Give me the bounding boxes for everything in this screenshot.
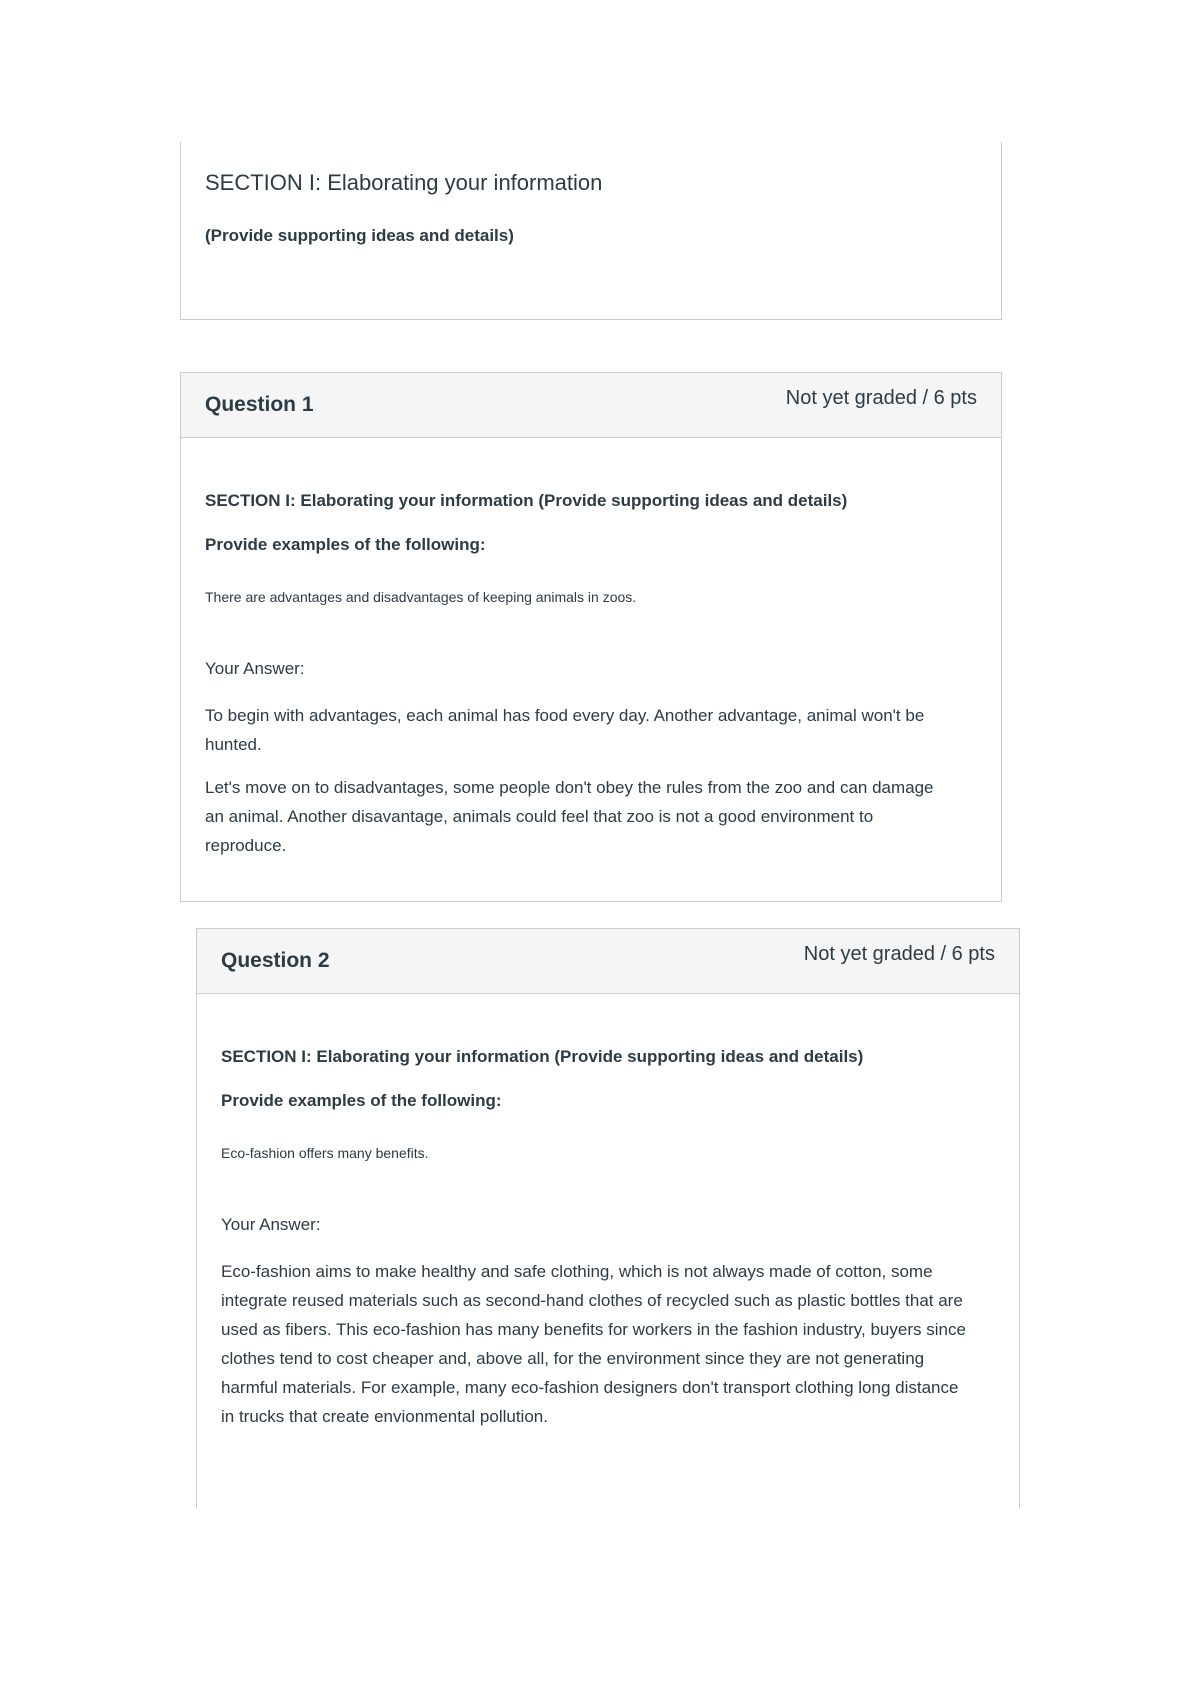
question-instruction: Provide examples of the following: [221,1091,502,1110]
section-header-card [180,142,1002,320]
question-card-1 [180,372,1002,902]
answer-paragraph: Eco-fashion aims to make healthy and safe clothing, which is not always made of cotton, some integrate reused materials such as second-hand clothes of recycled such as plastic bottles that are used as fibers. This eco-fashion has many benefits for workers in the fashion industry, buyers since clothes tend to cost cheaper and, above all, for the environment since they are not generating harmful materials. For example, many eco-fashion designers don't transport clothing long distance in trucks that create envionmental pollution. [221,1262,966,1426]
answer-label: Your Answer: [205,659,305,678]
question-section-line: SECTION I: Elaborating your information (Provide supporting ideas and details) [221,1047,864,1066]
question-card-2 [196,928,1020,1508]
question-prompt: Eco-fashion offers many benefits. [221,1145,429,1161]
question-points: Not yet graded / 6 pts [803,943,995,965]
section-subtitle: (Provide supporting ideas and details) [205,226,514,245]
question-header [181,373,1001,438]
question-points: Not yet graded / 6 pts [785,387,977,409]
answer-text [221,1257,975,1445]
answer-label: Your Answer: [221,1215,321,1234]
question-prompt: There are advantages and disadvantages of keeping animals in zoos. [205,589,637,605]
question-section-line: SECTION I: Elaborating your information (Provide supporting ideas and details) [205,491,848,510]
question-instruction: Provide examples of the following: [205,535,486,554]
question-title: Question 1 [205,393,314,416]
question-title: Question 2 [221,949,330,972]
answer-text [205,701,957,874]
answer-paragraph: Let's move on to disadvantages, some people don't obey the rules from the zoo and can damage an animal. Another disavantage, animals could feel that zoo is not a good environment to reproduce. [205,778,934,855]
answer-paragraph: To begin with advantages, each animal has food every day. Another advantage, animal won't be hunted. [205,706,925,754]
question-header [197,929,1019,994]
section-title: SECTION I: Elaborating your information [205,170,603,195]
